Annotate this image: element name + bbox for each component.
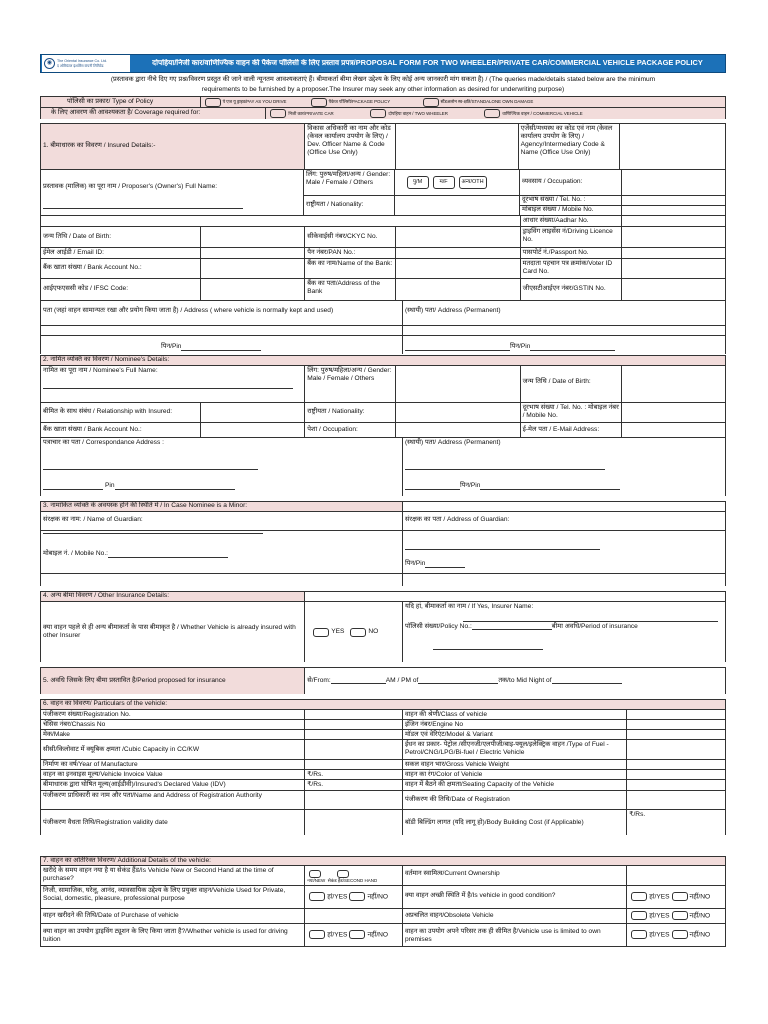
engine-no-field[interactable] bbox=[627, 720, 725, 729]
guardian-section-row bbox=[40, 501, 726, 511]
package-policy-checkbox[interactable] bbox=[311, 98, 327, 107]
other-ins-section-title: 4. अन्य बीमा विवरण / Other Insurance Details: bbox=[41, 592, 305, 601]
vehicle-row bbox=[40, 759, 726, 769]
model-variant-field[interactable] bbox=[627, 730, 725, 739]
other-ins-question: क्या वाहन पहले से ही अन्य बीमाकर्ता के पास बीमाकृत है / Whether Vehicle is already insured with other Insurer bbox=[41, 602, 305, 662]
nominee-name-label: नामित का पूरा नाम / Nominee's Full Name: bbox=[43, 367, 158, 374]
gstin-label: जीएसटीआईएन नंबर/GSTIN No. bbox=[521, 279, 623, 300]
coverage-row bbox=[40, 107, 726, 119]
vehicle-color-label: वाहन का रंग/Color of Vehicle bbox=[403, 770, 627, 779]
nominee-name-row bbox=[40, 365, 726, 402]
nominee-tel-field[interactable] bbox=[622, 403, 725, 422]
form-header bbox=[40, 54, 726, 73]
tuition-yes-checkbox[interactable] bbox=[309, 930, 325, 939]
address-pin-field[interactable] bbox=[181, 344, 261, 351]
address-label: पता (जहां वाहन सामान्यतः रखा और प्रयोग किया जाता है) / Address ( where vehicle is normally kept and used) bbox=[43, 307, 334, 314]
permanent-address-field[interactable] bbox=[405, 344, 510, 351]
guardian-section-title: 3. नामांकित व्यक्ति के अवयस्क होने की स्थिति में / In Case Nominee is a Minor: bbox=[41, 502, 403, 511]
purchase-row bbox=[40, 908, 726, 923]
other-ins-yes-label: YES bbox=[331, 628, 345, 636]
purchase-date-field[interactable] bbox=[305, 909, 403, 923]
insurer-name-label: यदि हां, बीमाकर्ता का नाम / If Yes, Insurer Name: bbox=[404, 603, 534, 610]
package-policy-label: पैकेज पॉलिसी/PACKAGE POLICY bbox=[328, 99, 391, 105]
intro-line1: (प्रस्तावक द्वारा नीचे दिए गए प्रश्न/विवरण प्रस्तुत की जाने वाली न्यूनतम आवश्यकताएं हैं। बीमाकर्ता बीमा लेखन उद्देश्य के लिए कोई अन्य जानकारी मांग सकता है) / (The queries made/details stated below are the minimum bbox=[110, 76, 656, 83]
model-variant-label: मॉडल एवं वेरिएंट/Model & Variant bbox=[403, 730, 627, 739]
usage-yes-label: हां/YES bbox=[327, 893, 348, 901]
vehicle-row bbox=[40, 739, 726, 759]
obsolete-yes-checkbox[interactable] bbox=[631, 911, 647, 920]
other-ins-no-label: NO bbox=[368, 628, 379, 636]
policy-type-row bbox=[40, 96, 726, 107]
chassis-no-label: चेसिस नंबर/Chassis No bbox=[41, 720, 305, 729]
occupation-label: व्यवसाय / Occupation: bbox=[520, 170, 622, 195]
mobile-label: मोबाइल संख्या / Mobile No. bbox=[520, 206, 622, 215]
dob-row bbox=[40, 226, 726, 247]
idv-label: बीमाधारक द्वारा घोषित मूल्य(आईडीवी)/Insured's Declared Value (IDV) bbox=[41, 780, 305, 790]
mobile-field[interactable] bbox=[622, 206, 725, 215]
email-row bbox=[40, 247, 726, 258]
registration-date-field[interactable] bbox=[627, 791, 725, 809]
period-from-label: से/From: bbox=[307, 677, 331, 684]
nominee-section-title: 2. नामित व्यक्ति का विवरण / Nominee's Details: bbox=[43, 356, 170, 363]
agency-field[interactable] bbox=[620, 124, 725, 169]
seating-capacity-field[interactable] bbox=[627, 780, 725, 790]
permanent-pin-field[interactable] bbox=[530, 344, 615, 351]
obsolete-question: अप्रचलित वाहन/Obsolete Vehicle bbox=[403, 909, 627, 923]
form-title: दोपहिया/निजी कार/वाणिज्यिक वाहन की पैकेज पॉलिसी के लिए प्रस्ताव प्रपत्र/PROPOSAL FORM FOR TWO WHEELER/PRIVATE CAR/COMMERCIAL VEHICLE PACKAGE POLICY bbox=[152, 59, 703, 68]
period-from-field[interactable] bbox=[331, 677, 386, 684]
idv-field[interactable]: ₹/Rs. bbox=[305, 780, 403, 790]
registration-authority-label: पंजीकरण प्राधिकारी का नाम और पता/Name and Address of Registration Authority bbox=[41, 791, 305, 809]
manufacture-year-label: निर्माण का वर्ष/Year of Manufacture bbox=[41, 760, 305, 769]
occupation-field[interactable] bbox=[622, 170, 725, 195]
aadhar-field[interactable] bbox=[622, 216, 725, 226]
period-to-field[interactable] bbox=[552, 677, 622, 684]
condition-yes-checkbox[interactable] bbox=[631, 892, 647, 901]
vehicle-section-title: 6. वाहन का विवरण/ Particulars of the vehicle: bbox=[43, 700, 168, 707]
dev-officer-label: विकास अधिकारी का नाम और कोड (केवल कार्यालय उपयोग के लिए) / Dev. Officer Name & Code (Office Use Only) bbox=[305, 124, 396, 169]
seating-capacity-label: वाहन में बैठने की क्षमता/Seating Capacity of the Vehicle bbox=[403, 780, 627, 790]
nominee-perm-pin-label: पिन/Pin bbox=[459, 482, 481, 489]
registration-authority-field[interactable] bbox=[305, 791, 403, 809]
new-second-question: खरीदे के समय वाहन नया है या सेकंड हैंड/Is Vehicle New or Second Hand at the time of purchase? bbox=[41, 866, 305, 885]
vehicle-class-field[interactable] bbox=[627, 710, 725, 719]
bank-account-field[interactable] bbox=[201, 259, 306, 278]
nominee-gender-label: लिंग: पुरुष/महिला/अन्य / Gender: Male / Female / Others bbox=[305, 366, 396, 402]
body-building-cost-label: बॉडी बिल्डिंग लागत (यदि लागू हो)/Body Building Cost (if Applicable) bbox=[403, 810, 627, 835]
company-logo bbox=[42, 55, 130, 72]
nominee-nationality-field[interactable] bbox=[396, 403, 521, 422]
address-row bbox=[40, 300, 726, 354]
address-pin-label: पिन/Pin bbox=[161, 343, 182, 350]
invoice-value-label: वाहन का इनवाइस मूल्य/Vehicle Invoice Value bbox=[41, 770, 305, 779]
logo-emblem-icon: ◉ bbox=[44, 58, 55, 69]
private-car-checkbox[interactable] bbox=[270, 109, 286, 118]
second-hand-checkbox[interactable] bbox=[337, 870, 349, 878]
additional-section-title: 7. वाहन का अतिरिक्त विवरण/ Additional Details of the vehicle: bbox=[43, 857, 211, 864]
coverage-label: के लिए आवरण की आवश्यकता है/ Coverage required for: bbox=[41, 108, 266, 119]
nominee-section-row bbox=[40, 355, 726, 365]
tuition-no-label: नहीं/NO bbox=[367, 931, 389, 939]
other-ins-row bbox=[40, 601, 726, 662]
engine-no-label: इंजिन नंबर/Engine No bbox=[403, 720, 627, 729]
cubic-capacity-label: सीसी/किलोवाट में क्यूबिक क्षमता /Cubic Capacity in CC/KW bbox=[41, 740, 305, 759]
bank-address-field[interactable] bbox=[396, 279, 521, 300]
proposer-name-label: प्रस्तावक (मालिक) का पूरा नाम / Proposer's (Owner's) Full Name: bbox=[43, 183, 218, 190]
obsolete-no-checkbox[interactable] bbox=[672, 911, 688, 920]
standalone-od-checkbox[interactable] bbox=[423, 98, 439, 107]
ifsc-field[interactable] bbox=[201, 279, 306, 300]
period-ampm-label: AM / PM of bbox=[385, 677, 419, 684]
passport-field[interactable] bbox=[622, 248, 725, 258]
tel-label: दूरभाष संख्या / Tel. No. : bbox=[520, 196, 622, 205]
insurer-name-field[interactable] bbox=[463, 615, 718, 622]
premises-yes-checkbox[interactable] bbox=[631, 930, 647, 939]
nominee-relation-row bbox=[40, 402, 726, 422]
bank-account-label: बैंक खाता संख्या / Bank Account No.: bbox=[41, 259, 201, 278]
aadhar-row bbox=[40, 215, 726, 226]
registration-validity-field[interactable] bbox=[305, 810, 403, 835]
other-ins-no-checkbox[interactable] bbox=[350, 628, 366, 637]
bank-address-label: बैंक का पता/Address of the Bank bbox=[305, 279, 396, 300]
proposer-name-field[interactable] bbox=[43, 202, 243, 209]
vehicle-class-label: वाहन की श्रेणी/Class of vehicle bbox=[403, 710, 627, 719]
permanent-address-label: (स्थायी) पता/ Address (Permanent) bbox=[404, 307, 501, 314]
insured-officer-row bbox=[40, 123, 726, 169]
nominee-dob-field[interactable] bbox=[622, 366, 725, 402]
policy-no-field[interactable] bbox=[472, 623, 552, 630]
logo-line2: द ओरियंटल इंश्योरेंस कंपनी लिमिटेड bbox=[57, 63, 104, 68]
period-of-insurance-field[interactable] bbox=[433, 643, 543, 650]
permanent-pin-label: पिन/Pin bbox=[509, 343, 531, 350]
tuition-no-checkbox[interactable] bbox=[349, 930, 365, 939]
gstin-field[interactable] bbox=[622, 279, 725, 300]
nominee-email-label: ई-मेल पता / E-Mail Address: bbox=[521, 423, 623, 437]
nominee-corr-pin-field[interactable] bbox=[115, 483, 235, 490]
driving-licence-field[interactable] bbox=[622, 227, 725, 247]
usage-yes-checkbox[interactable] bbox=[309, 892, 325, 901]
ownership-label: वर्तमान स्वामित्व/Current Ownership bbox=[403, 866, 627, 885]
fuel-type-label: ईंधन का प्रकार- पेट्रोल /सीएनजी/एलपीजी/बाइ-फ्यूल/इलेक्ट्रिक वाहन /Type of Fuel - Petrol/CNG/LPG/Bi-fuel / Electric Vehicle bbox=[403, 740, 627, 759]
guardian-pin-field[interactable] bbox=[425, 561, 465, 568]
period-of-insurance-label: बीमा अवधि/Period of insurance bbox=[551, 622, 638, 630]
new-label: नया/NEW bbox=[307, 878, 326, 883]
condition-yes-label: हां/YES bbox=[649, 893, 670, 901]
condition-no-checkbox[interactable] bbox=[672, 892, 688, 901]
usage-no-label: नहीं/NO bbox=[367, 893, 389, 901]
registration-no-field[interactable] bbox=[305, 710, 403, 719]
ckyc-field[interactable] bbox=[396, 227, 521, 247]
premises-no-checkbox[interactable] bbox=[672, 930, 688, 939]
gender-male-option[interactable]: पु/M bbox=[407, 176, 429, 189]
intro-note bbox=[40, 74, 726, 96]
nominee-email-field[interactable] bbox=[622, 423, 725, 437]
purchase-date-label: वाहन खरीदने की तिथि/Date of Purchase of vehicle bbox=[41, 909, 305, 923]
policy-type-label: पॉलिसी का प्रकार/ Type of Policy bbox=[41, 97, 201, 107]
nominee-corr-address-label: पत्राचार का पता / Correspondance Address : bbox=[43, 439, 164, 446]
premises-no-label: नहीं/NO bbox=[689, 931, 711, 939]
dob-field[interactable] bbox=[201, 227, 306, 247]
logo-line1: The Oriental Insurance Co. Ltd. bbox=[57, 59, 108, 64]
vehicle-color-field[interactable] bbox=[627, 770, 725, 779]
dob-label: जन्म तिथि / Date of Birth: bbox=[41, 227, 201, 247]
other-ins-yes-checkbox[interactable] bbox=[313, 628, 329, 637]
two-wheeler-label: दोपहिया वाहन / TWO WHEELER bbox=[388, 110, 448, 116]
aadhar-label: आधार संख्या/Aadhar No. bbox=[521, 216, 623, 226]
nominee-corr-pin-label: Pin bbox=[105, 482, 115, 489]
guardian-mobile-field[interactable] bbox=[108, 551, 228, 558]
nominee-bank-row bbox=[40, 422, 726, 437]
pay-as-you-drive-label: पे एज यू ड्राइव/PAY AS YOU DRIVE bbox=[222, 99, 287, 105]
make-label: मेक/Make bbox=[41, 730, 305, 739]
pay-as-you-drive-checkbox[interactable] bbox=[205, 98, 221, 107]
voter-id-label: मतदाता पहचान पत्र क्रमांक/Voter ID Card No. bbox=[521, 259, 623, 278]
gender-label: लिंग: पुरुष/महिला/अन्य / Gender: Male / Female / Others bbox=[304, 170, 395, 195]
body-building-cost-field[interactable]: ₹/Rs. bbox=[629, 811, 646, 818]
pan-label: पैन नंबर/PAN No.: bbox=[305, 248, 396, 258]
obsolete-yes-label: हां/YES bbox=[649, 912, 670, 920]
nominee-nationality-label: राष्ट्रीयता / Nationality: bbox=[305, 403, 396, 422]
guardian-name-label: संरक्षक का नाम: / Name of Guardian: bbox=[43, 516, 143, 523]
nominee-bank-account-label: बैंक खाता संख्या / Bank Account No.: bbox=[41, 423, 201, 437]
new-second-row bbox=[40, 865, 726, 885]
nominee-dob-label: जन्म तिथि / Date of Birth: bbox=[521, 366, 623, 402]
invoice-value-field[interactable]: ₹/Rs. bbox=[305, 770, 403, 779]
intro-line2: requirements to be furnished by a proposer.The Insurer may seek any other information as desired for underwriting purpose) bbox=[201, 86, 565, 93]
email-field[interactable] bbox=[201, 248, 306, 258]
registration-validity-label: पंजीकरण वैधता तिथि/Registration validity date bbox=[41, 810, 305, 835]
ifsc-label: आईएफएससी कोड / IFSC Code: bbox=[41, 279, 201, 300]
nationality-field[interactable] bbox=[395, 196, 519, 215]
gross-weight-label: सकल वाहन भार/Gross Vehicle Weight bbox=[403, 760, 627, 769]
proposal-form bbox=[40, 54, 726, 952]
nominee-gender-field[interactable] bbox=[396, 366, 521, 402]
vehicle-row bbox=[40, 769, 726, 779]
additional-section-row bbox=[40, 856, 726, 865]
condition-no-label: नहीं/NO bbox=[689, 893, 711, 901]
nominee-occupation-label: पेशा / Occupation: bbox=[305, 423, 396, 437]
vehicle-row bbox=[40, 779, 726, 790]
premises-question: वाहन का उपयोग अपने परिसर तक ही सीमित है/Vehicle use is limited to own premises bbox=[403, 924, 627, 946]
fuel-type-field[interactable] bbox=[627, 740, 725, 759]
make-field[interactable] bbox=[305, 730, 403, 739]
nominee-relation-label: बीमित के साथ संबंध / Relationship with Insured: bbox=[41, 403, 201, 422]
ifsc-row bbox=[40, 278, 726, 300]
nominee-perm-pin-field[interactable] bbox=[480, 483, 620, 490]
guardian-pin-label: पिन/Pin bbox=[404, 560, 426, 567]
tuition-row bbox=[40, 923, 726, 947]
private-car-label: निजी कार/PRIVATE CAR bbox=[288, 110, 334, 116]
vehicle-row bbox=[40, 719, 726, 729]
nationality-label: राष्ट्रीयता / Nationality: bbox=[304, 196, 395, 215]
commercial-vehicle-checkbox[interactable] bbox=[484, 109, 500, 118]
period-proposed-label: 5. अवधि जिसके लिए बीमा प्रस्तावित है/Period proposed for insurance bbox=[41, 668, 305, 694]
obsolete-no-label: नहीं/NO bbox=[689, 912, 711, 920]
bank-row bbox=[40, 258, 726, 278]
chassis-no-field[interactable] bbox=[305, 720, 403, 729]
nominee-perm-address-label: (स्थायी) पता/ Address (Permanent) bbox=[404, 439, 501, 446]
second-hand-label: सेकंड हैंड/SECOND HAND bbox=[327, 878, 378, 883]
guardian-address-field[interactable] bbox=[405, 543, 600, 550]
vehicle-section-row bbox=[40, 699, 726, 709]
nominee-tel-label: दूरभाष संख्या / Tel. No. : मोबाइल नंबर / Mobile No. bbox=[521, 403, 623, 422]
other-ins-section-row bbox=[40, 591, 726, 601]
gender-female-option[interactable]: म/F bbox=[433, 176, 455, 189]
commercial-vehicle-label: वाणिज्यिक वाहन / COMMERCIAL VEHICLE bbox=[502, 110, 583, 116]
manufacture-year-field[interactable] bbox=[305, 760, 403, 769]
policy-no-label: पॉलिसी संख्या/Policy No.: bbox=[404, 622, 472, 630]
guardian-address-label: संरक्षक का पता / Address of Guardian: bbox=[404, 516, 510, 523]
nominee-address-row bbox=[40, 437, 726, 496]
tuition-yes-label: हां/YES bbox=[327, 931, 348, 939]
insured-section-title: 1. बीमाधारक का विवरण / Insured Details:- bbox=[41, 124, 305, 169]
standalone-od-label: स्टैंडअलोन स्व-क्षति/STANDALONE OWN DAMAGE bbox=[440, 99, 534, 105]
tuition-question: क्या वाहन का उपयोग ड्राइविंग ट्यूशन के लिए किया जाता है?/Whether vehicle is used for driving tuition bbox=[41, 924, 305, 946]
nominee-perm-address-field[interactable] bbox=[405, 463, 605, 470]
dev-officer-field[interactable] bbox=[396, 124, 519, 169]
bank-name-label: बैंक का नाम/Name of the Bank: bbox=[305, 259, 396, 278]
usage-no-checkbox[interactable] bbox=[349, 892, 365, 901]
pan-field[interactable] bbox=[396, 248, 521, 258]
usage-question: निजी, सामाजिक, घरेलू, आनंद, व्यावसायिक उद्देश्य के लिए प्रयुक्त वाहन/Vehicle Used for Private, Social, domestic, pleasure, professional purpose bbox=[41, 886, 305, 908]
nominee-bank-account-field[interactable] bbox=[201, 423, 306, 437]
tel-field[interactable] bbox=[622, 196, 725, 205]
proposer-row bbox=[40, 169, 726, 215]
period-ampm-field[interactable] bbox=[418, 677, 498, 684]
nominee-occupation-field[interactable] bbox=[396, 423, 521, 437]
bank-name-field[interactable] bbox=[396, 259, 521, 278]
nominee-corr-address-field[interactable] bbox=[43, 463, 258, 470]
period-to-label: तक/to Mid Night of bbox=[498, 677, 552, 684]
registration-no-label: पंजीकरण संख्या/Registration No. bbox=[41, 710, 305, 719]
driving-licence-label: ड्राइविंग लाइसेंस नं/Driving Licence No. bbox=[521, 227, 623, 247]
gross-weight-field[interactable] bbox=[627, 760, 725, 769]
two-wheeler-checkbox[interactable] bbox=[370, 109, 386, 118]
cubic-capacity-field[interactable] bbox=[305, 740, 403, 759]
vehicle-row bbox=[40, 790, 726, 809]
premises-yes-label: हां/YES bbox=[649, 931, 670, 939]
nominee-relation-field[interactable] bbox=[201, 403, 306, 422]
passport-label: पासपोर्ट नं./Passport No. bbox=[521, 248, 623, 258]
usage-row bbox=[40, 885, 726, 908]
voter-id-field[interactable] bbox=[622, 259, 725, 278]
ckyc-label: सीकेवाईसी नंबर/CKYC No. bbox=[305, 227, 396, 247]
agency-label: एजेंसी/मध्यस्थ का कोड एवं नाम (केवल कार्यालय उपयोग के लिए) / Agency/Intermediary Code & Name (Office Use Only) bbox=[519, 124, 621, 169]
gender-other-option[interactable]: अन्य/OTH bbox=[459, 176, 487, 189]
vehicle-row bbox=[40, 709, 726, 719]
guardian-mobile-label: मोबाइल नं. / Mobile No.: bbox=[43, 549, 108, 557]
vehicle-row bbox=[40, 729, 726, 739]
condition-question: क्या वाहन अच्छी स्थिति में है/Is vehicle in good condition? bbox=[403, 886, 627, 908]
guardian-spacer-row bbox=[40, 573, 726, 586]
period-row bbox=[40, 667, 726, 694]
guardian-row bbox=[40, 511, 726, 573]
email-label: ईमेल आईडी / Email ID: bbox=[41, 248, 201, 258]
registration-date-label: पंजीकरण की तिथि/Date of Registration bbox=[403, 791, 627, 809]
nominee-name-field[interactable] bbox=[43, 382, 293, 389]
new-checkbox[interactable] bbox=[309, 870, 321, 878]
vehicle-row bbox=[40, 809, 726, 835]
ownership-field[interactable] bbox=[627, 866, 725, 885]
